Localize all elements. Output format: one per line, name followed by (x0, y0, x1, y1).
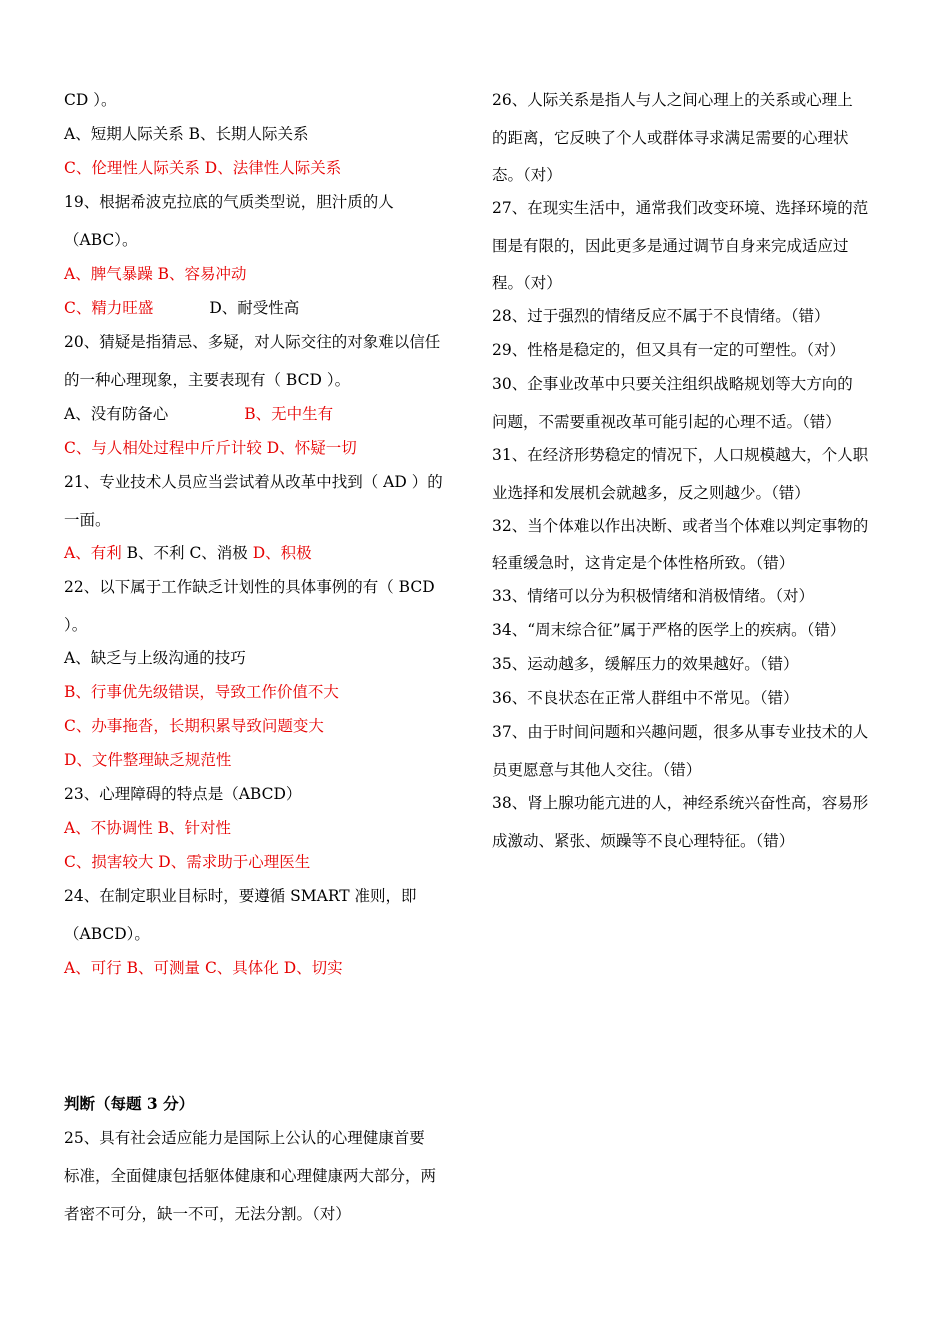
option-line (64, 543, 312, 563)
option-line (64, 404, 333, 424)
text-line: 的距离，它反映了个人或群体寻求满足需要的心理状 (492, 129, 849, 147)
answer-line: A、脾气暴躁 B、容易冲动 (64, 265, 247, 283)
question-line: 31、在经济形势稳定的情况下，人口规模越大，个人职 (492, 446, 869, 464)
answer-line: A、不协调性 B、针对性 (64, 819, 232, 837)
text-line: 轻重缓急时，这肯定是个体性格所致。（错） (492, 554, 795, 572)
text-line: A、短期人际关系 B、长期人际关系 (64, 125, 309, 143)
text-line: 标准，全面健康包括躯体健康和心理健康两大部分，两 (64, 1167, 437, 1185)
question-line: 29、性格是稳定的，但又具有一定的可塑性。（对） (492, 341, 845, 359)
option-line (64, 298, 299, 318)
text-line: ）。 (64, 616, 88, 634)
text-line: 态。（对） (492, 166, 562, 184)
question-line: 38、肾上腺功能亢进的人，神经系统兴奋性高，容易形 (492, 794, 869, 812)
text-line: 成激动、紧张、烦躁等不良心理特征。（错） (492, 832, 795, 850)
text-line: 员更愿意与其他人交往。（错） (492, 761, 702, 779)
answer-option: B、无中生有 (244, 405, 334, 423)
text-line: （ABCD）。 (64, 925, 150, 943)
answer-line: C、与人相处过程中斤斤计较 D、怀疑一切 (64, 439, 357, 457)
answer-line: A、可行 B、可测量 C、具体化 D、切实 (64, 959, 343, 977)
question-line: 33、情绪可以分为积极情绪和消极情绪。（对） (492, 587, 814, 605)
option: D、耐受性高 (209, 299, 300, 317)
question-line: 25、具有社会适应能力是国际上公认的心理健康首要 (64, 1129, 425, 1147)
option-line: A、缺乏与上级沟通的技巧 (64, 649, 246, 667)
question-line: 34、“周末综合征”属于严格的医学上的疾病。（错） (492, 621, 846, 639)
answer-line: B、行事优先级错误，导致工作价值不大 (64, 683, 339, 701)
text-line: 一面。 (64, 511, 111, 529)
question-line: 27、在现实生活中，通常我们改变环境、选择环境的范 (492, 199, 869, 217)
question-line: 30、企事业改革中只要关注组织战略规划等大方向的 (492, 375, 853, 393)
question-line: 28、过于强烈的情绪反应不属于不良情绪。（错） (492, 307, 830, 325)
question-line: 22、以下属于工作缺乏计划性的具体事例的有（ BCD (64, 578, 435, 596)
text-line: 围是有限的，因此更多是通过调节自身来完成适应过 (492, 237, 849, 255)
question-line: 24、在制定职业目标时，要遵循 SMART 准则，即 (64, 887, 417, 905)
question-line: 23、心理障碍的特点是（ABCD） (64, 785, 302, 803)
question-line: 35、运动越多，缓解压力的效果越好。（错） (492, 655, 799, 673)
question-line: 37、由于时间问题和兴趣问题，很多从事专业技术的人 (492, 723, 869, 741)
answer-line: C、办事拖沓，长期积累导致问题变大 (64, 717, 324, 735)
text-line: 者密不可分，缺一不可，无法分割。（对） (64, 1205, 351, 1223)
question-line: 20、猜疑是指猜忌、多疑，对人际交往的对象难以信任 (64, 333, 441, 351)
question-line: 26、人际关系是指人与人之间心理上的关系或心理上 (492, 91, 853, 109)
option: B、不利 C、消极 (121, 544, 253, 562)
answer-line: C、损害较大 D、需求助于心理医生 (64, 853, 311, 871)
text-line: CD ）。 (64, 91, 117, 109)
text-line: 业选择和发展机会就越多，反之则越少。（错） (492, 484, 810, 502)
text-line: （ABC）。 (64, 231, 138, 249)
text-line: 的一种心理现象，主要表现有（ BCD ）。 (64, 371, 351, 389)
option: A、没有防备心 (64, 405, 169, 423)
text-line: 问题，不需要重视改革可能引起的心理不适。（错） (492, 413, 841, 431)
question-line: 19、根据希波克拉底的气质类型说，胆汁质的人 (64, 193, 394, 211)
question-line: 32、当个体难以作出决断、或者当个体难以判定事物的 (492, 517, 869, 535)
answer-line: D、文件整理缺乏规范性 (64, 751, 232, 769)
answer-option: C、精力旺盛 (64, 299, 154, 317)
answer-line: C、伦理性人际关系 D、法律性人际关系 (64, 159, 342, 177)
answer-option: D、积极 (252, 544, 312, 562)
question-line: 21、专业技术人员应当尝试着从改革中找到（ AD ）的 (64, 473, 443, 491)
text-line: 程。（对） (492, 274, 562, 292)
question-line: 36、不良状态在正常人群组中不常见。（错） (492, 689, 799, 707)
section-heading: 判断（每题 3 分） (64, 1094, 195, 1113)
answer-option: A、有利 (64, 544, 122, 562)
